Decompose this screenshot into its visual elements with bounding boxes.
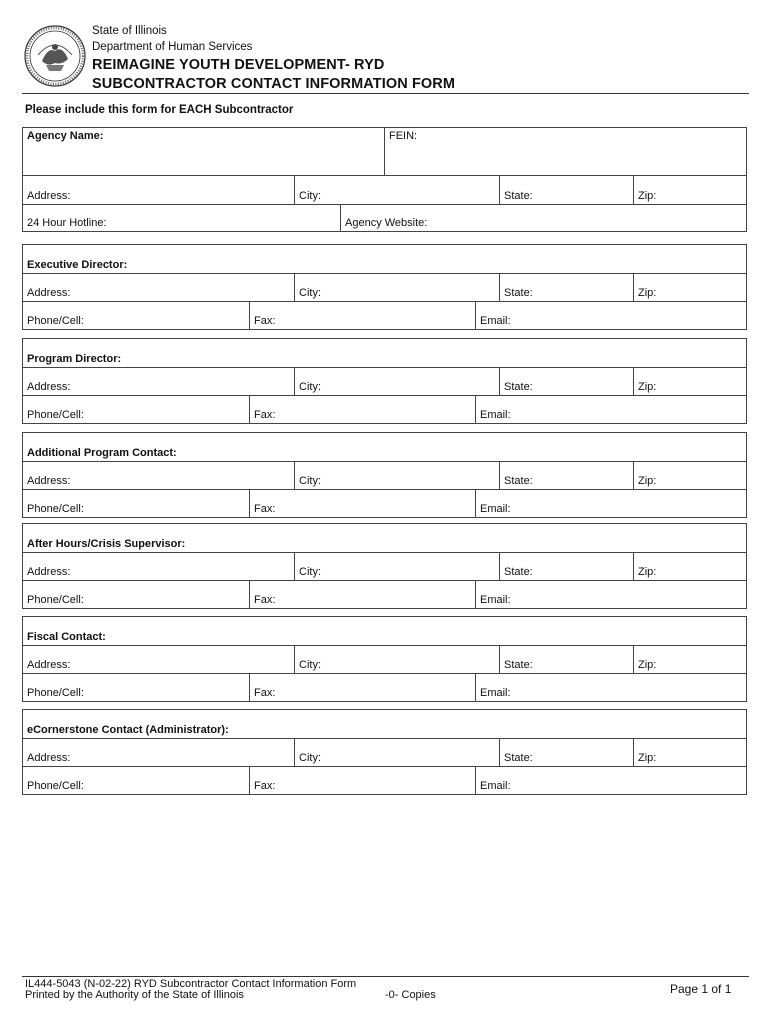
state-name: State of Illinois bbox=[92, 25, 167, 37]
agency-address-row bbox=[23, 175, 746, 204]
section-heading-row bbox=[23, 710, 746, 738]
address-row bbox=[23, 738, 746, 766]
department-name: Department of Human Services bbox=[92, 41, 253, 53]
page-number: Page 1 of 1 bbox=[670, 982, 732, 996]
fax-field[interactable] bbox=[249, 767, 475, 794]
email-label: Email: bbox=[480, 780, 511, 792]
city-field[interactable] bbox=[294, 553, 499, 580]
state-label: State: bbox=[504, 287, 533, 299]
fax-field[interactable] bbox=[249, 581, 475, 608]
state-seal-icon bbox=[24, 25, 86, 87]
email-label: Email: bbox=[480, 409, 511, 421]
address-field[interactable] bbox=[23, 274, 294, 301]
footer-copies: -0- Copies bbox=[385, 989, 436, 1001]
email-field[interactable] bbox=[475, 767, 746, 794]
zip-field[interactable] bbox=[633, 368, 746, 395]
state-label: State: bbox=[504, 752, 533, 764]
city-field[interactable] bbox=[294, 462, 499, 489]
address-field[interactable] bbox=[23, 462, 294, 489]
email-field[interactable] bbox=[475, 581, 746, 608]
address-field[interactable] bbox=[23, 646, 294, 673]
phone-label: Phone/Cell: bbox=[27, 687, 84, 699]
phone-label: Phone/Cell: bbox=[27, 409, 84, 421]
zip-field[interactable] bbox=[633, 553, 746, 580]
email-field[interactable] bbox=[475, 674, 746, 701]
section-heading: Additional Program Contact: bbox=[27, 447, 177, 459]
fax-field[interactable] bbox=[249, 674, 475, 701]
phone-field[interactable] bbox=[23, 302, 249, 329]
agency-hotline-row bbox=[23, 204, 746, 231]
phone-label: Phone/Cell: bbox=[27, 503, 84, 515]
address-field[interactable] bbox=[23, 739, 294, 766]
fax-label: Fax: bbox=[254, 687, 276, 699]
address-label: Address: bbox=[27, 381, 71, 393]
city-field[interactable] bbox=[294, 368, 499, 395]
zip-label: Zip: bbox=[638, 381, 657, 393]
zip-field[interactable] bbox=[633, 646, 746, 673]
contact-section bbox=[22, 432, 747, 518]
phone-field[interactable] bbox=[23, 490, 249, 517]
footer-printed-by: Printed by the Authority of the State of Illinois bbox=[25, 989, 244, 1001]
form-title-line1: REIMAGINE YOUTH DEVELOPMENT- RYD bbox=[92, 57, 385, 73]
section-heading: After Hours/Crisis Supervisor: bbox=[27, 538, 186, 550]
agency-info-block bbox=[22, 127, 747, 232]
zip-label: Zip: bbox=[638, 475, 657, 487]
email-label: Email: bbox=[480, 594, 511, 606]
agency-state-field[interactable] bbox=[499, 176, 633, 204]
instruction-text: Please include this form for EACH Subcontractor bbox=[25, 104, 294, 116]
email-field[interactable] bbox=[475, 490, 746, 517]
state-label: State: bbox=[504, 381, 533, 393]
fax-label: Fax: bbox=[254, 315, 276, 327]
state-field[interactable] bbox=[499, 553, 633, 580]
city-label: City: bbox=[299, 381, 321, 393]
fax-label: Fax: bbox=[254, 503, 276, 515]
fein-field[interactable] bbox=[384, 128, 746, 175]
agency-zip-field[interactable] bbox=[633, 176, 746, 204]
email-field[interactable] bbox=[475, 302, 746, 329]
phone-row bbox=[23, 766, 746, 794]
phone-label: Phone/Cell: bbox=[27, 780, 84, 792]
contact-section bbox=[22, 338, 747, 424]
address-label: Address: bbox=[27, 190, 71, 202]
phone-label: Phone/Cell: bbox=[27, 594, 84, 606]
address-row bbox=[23, 461, 746, 489]
contact-section bbox=[22, 244, 747, 330]
hotline-label: 24 Hour Hotline: bbox=[27, 217, 107, 229]
state-field[interactable] bbox=[499, 462, 633, 489]
section-heading: Fiscal Contact: bbox=[27, 631, 106, 643]
contact-section bbox=[22, 523, 747, 609]
state-label: State: bbox=[504, 566, 533, 578]
city-field[interactable] bbox=[294, 739, 499, 766]
address-label: Address: bbox=[27, 475, 71, 487]
zip-field[interactable] bbox=[633, 462, 746, 489]
email-label: Email: bbox=[480, 503, 511, 515]
phone-field[interactable] bbox=[23, 674, 249, 701]
contact-section bbox=[22, 616, 747, 702]
website-label: Agency Website: bbox=[345, 217, 428, 229]
zip-field[interactable] bbox=[633, 274, 746, 301]
zip-label: Zip: bbox=[638, 287, 657, 299]
form-title-line2: SUBCONTRACTOR CONTACT INFORMATION FORM bbox=[92, 76, 456, 92]
address-label: Address: bbox=[27, 659, 71, 671]
email-label: Email: bbox=[480, 315, 511, 327]
address-row bbox=[23, 645, 746, 673]
section-heading: Program Director: bbox=[27, 353, 122, 365]
agency-name-field[interactable] bbox=[23, 128, 384, 175]
section-heading-row bbox=[23, 433, 746, 461]
phone-field[interactable] bbox=[23, 767, 249, 794]
section-heading-row bbox=[23, 245, 746, 273]
address-label: Address: bbox=[27, 752, 71, 764]
state-field[interactable] bbox=[499, 739, 633, 766]
city-label: City: bbox=[299, 659, 321, 671]
agency-address-field[interactable] bbox=[23, 176, 294, 204]
footer-divider bbox=[22, 976, 749, 977]
section-heading-row bbox=[23, 617, 746, 645]
section-heading-row bbox=[23, 524, 746, 552]
address-field[interactable] bbox=[23, 553, 294, 580]
phone-field[interactable] bbox=[23, 396, 249, 423]
fax-label: Fax: bbox=[254, 594, 276, 606]
address-row bbox=[23, 367, 746, 395]
phone-label: Phone/Cell: bbox=[27, 315, 84, 327]
state-field[interactable] bbox=[499, 646, 633, 673]
city-field[interactable] bbox=[294, 274, 499, 301]
zip-label: Zip: bbox=[638, 190, 657, 202]
fax-label: Fax: bbox=[254, 780, 276, 792]
city-label: City: bbox=[299, 566, 321, 578]
header-divider bbox=[22, 93, 749, 94]
city-label: City: bbox=[299, 475, 321, 487]
fax-field[interactable] bbox=[249, 396, 475, 423]
phone-field[interactable] bbox=[23, 581, 249, 608]
state-field[interactable] bbox=[499, 274, 633, 301]
city-label: City: bbox=[299, 287, 321, 299]
agency-name-label: Agency Name: bbox=[27, 130, 104, 142]
phone-row bbox=[23, 301, 746, 329]
zip-label: Zip: bbox=[638, 566, 657, 578]
address-label: Address: bbox=[27, 566, 71, 578]
phone-row bbox=[23, 673, 746, 701]
phone-row bbox=[23, 395, 746, 423]
address-label: Address: bbox=[27, 287, 71, 299]
state-label: State: bbox=[504, 659, 533, 671]
fax-field[interactable] bbox=[249, 490, 475, 517]
zip-label: Zip: bbox=[638, 752, 657, 764]
footer-form-id: IL444-5043 (N-02-22) RYD Subcontractor Contact Information Form bbox=[25, 978, 357, 990]
email-label: Email: bbox=[480, 687, 511, 699]
section-heading: eCornerstone Contact (Administrator): bbox=[27, 724, 229, 736]
form-header bbox=[0, 0, 770, 96]
address-field[interactable] bbox=[23, 368, 294, 395]
phone-row bbox=[23, 489, 746, 517]
fein-label: FEIN: bbox=[389, 130, 418, 142]
phone-row bbox=[23, 580, 746, 608]
state-field[interactable] bbox=[499, 368, 633, 395]
section-heading-row bbox=[23, 339, 746, 367]
fax-field[interactable] bbox=[249, 302, 475, 329]
email-field[interactable] bbox=[475, 396, 746, 423]
fax-label: Fax: bbox=[254, 409, 276, 421]
address-row bbox=[23, 273, 746, 301]
hotline-field[interactable] bbox=[23, 205, 340, 231]
city-label: City: bbox=[299, 752, 321, 764]
state-label: State: bbox=[504, 190, 533, 202]
zip-label: Zip: bbox=[638, 659, 657, 671]
agency-city-field[interactable] bbox=[294, 176, 499, 204]
city-field[interactable] bbox=[294, 646, 499, 673]
city-label: City: bbox=[299, 190, 321, 202]
address-row bbox=[23, 552, 746, 580]
state-label: State: bbox=[504, 475, 533, 487]
zip-field[interactable] bbox=[633, 739, 746, 766]
website-field[interactable] bbox=[340, 205, 746, 231]
contact-section bbox=[22, 709, 747, 795]
agency-name-row bbox=[23, 128, 746, 175]
section-heading: Executive Director: bbox=[27, 259, 128, 271]
